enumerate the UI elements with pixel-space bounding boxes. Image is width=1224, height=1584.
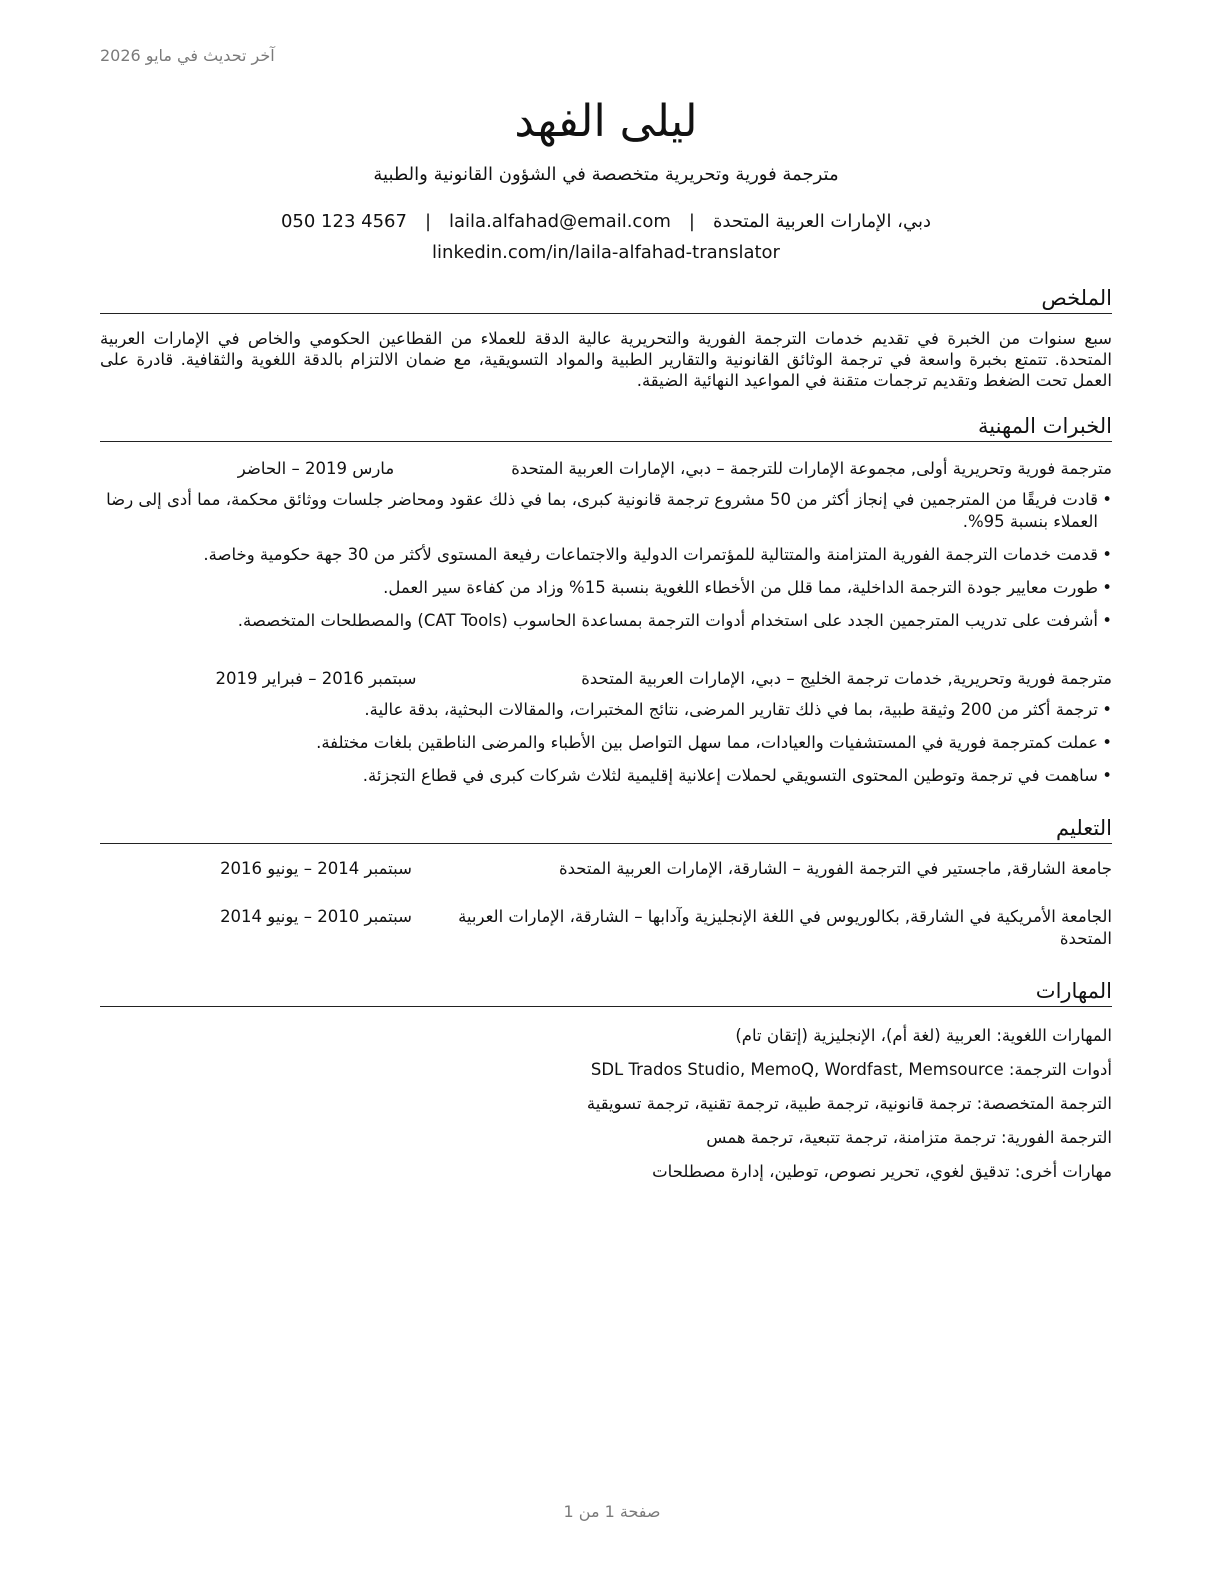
skill-line: أدوات الترجمة: SDL Trados Studio, MemoQ, Wordfast, Memsource <box>590 1060 1112 1079</box>
skill-line: الترجمة الفورية: ترجمة متزامنة، ترجمة تتبعية، ترجمة همس <box>706 1128 1112 1147</box>
job-bullet: • طورت معايير جودة الترجمة الداخلية، مما قلل من الأخطاء اللغوية بنسبة 15% وزاد من كفاءة سير العمل. <box>100 572 1112 605</box>
education-entry <box>100 858 1112 880</box>
contact-phone: 050 123 4567 <box>280 211 407 232</box>
education-list <box>100 858 1112 950</box>
job-bullet: • قدمت خدمات الترجمة الفورية المتزامنة والمتتالية للمؤتمرات الدولية والاجتماعات رفيعة المستوى لأكثر من 30 جهة حكومية وخاصة. <box>100 539 1112 572</box>
job-bullet: • قادت فريقًا من المترجمين في إنجاز أكثر من 50 مشروع ترجمة قانونية كبرى، بما في ذلك عقود ومحاضر جلسات ووثائق محكمة، مما أدى إلى رضا العملاء بنسبة 95%. <box>100 484 1112 539</box>
job-bullets <box>100 694 1112 793</box>
resume-header <box>100 0 1112 263</box>
experience-heading: الخبرات المهنية <box>100 411 1112 442</box>
skill-line: مهارات أخرى: تدقيق لغوي، تحرير نصوص، توطين، إدارة مصطلحات <box>652 1162 1112 1181</box>
summary-heading: الملخص <box>100 283 1112 314</box>
skill-line: المهارات اللغوية: العربية (لغة أم)، الإنجليزية (إتقان تام) <box>735 1026 1112 1045</box>
education-degree: الجامعة الأمريكية في الشارقة, بكالوريوس في اللغة الإنجليزية وآدابها – الشارقة، الإمارات العربية المتحدة <box>458 907 1112 948</box>
last-updated: آخر تحديث في مايو 2026 <box>100 46 275 65</box>
job-role: مترجمة فورية وتحريرية أولى, مجموعة الإمارات للترجمة – دبي، الإمارات العربية المتحدة <box>511 459 1112 478</box>
job-bullet: • ترجمة أكثر من 200 وثيقة طبية، بما في ذلك تقارير المرضى، نتائج المختبرات، والمقالات البحثية، بدقة عالية. <box>100 694 1112 727</box>
contact-location: دبي، الإمارات العربية المتحدة <box>712 211 932 232</box>
summary-text: سبع سنوات من الخبرة في تقديم خدمات الترجمة الفورية والتحريرية عالية الدقة للعملاء من القطاعين الحكومي والخاص في الإمارات العربية المتحدة. تتمتع بخبرة واسعة في ترجمة الوثائق القانونية والتقارير الطبية والمواد التسويقية، مع ضمان الالتزام بالدقة اللغوية والثقافية. قادرة على العمل تحت الضغط وتقديم ترجمات متقنة في المواعيد النهائية الضيقة. <box>100 329 1112 390</box>
job-entry <box>100 458 1112 638</box>
resume-page <box>100 0 1112 1195</box>
education-dates: سبتمبر 2014 – يونيو 2016 <box>220 859 412 878</box>
job-bullets <box>100 484 1112 638</box>
education-entry <box>100 906 1112 950</box>
contact-email[interactable]: laila.alfahad@email.com <box>449 211 671 232</box>
job-dates: مارس 2019 – الحاضر <box>237 459 395 478</box>
page-number: صفحة 1 من 1 <box>563 1502 661 1521</box>
job-bullet: • ساهمت في ترجمة وتوطين المحتوى التسويقي لحملات إعلانية إقليمية لثلاث شركات كبرى في قطاع التجزئة. <box>100 760 1112 793</box>
job-bullet: • عملت كمترجمة فورية في المستشفيات والعيادات، مما سهل التواصل بين الأطباء والمرضى الناطقين بلغات مختلفة. <box>100 727 1112 760</box>
education-dates: سبتمبر 2010 – يونيو 2014 <box>220 907 412 926</box>
job-dates: سبتمبر 2016 – فبراير 2019 <box>215 669 417 688</box>
contact-separator: | <box>424 211 432 232</box>
education-heading: التعليم <box>100 813 1112 844</box>
contact-line <box>100 211 1112 232</box>
candidate-name: ليلى الفهد <box>514 96 698 147</box>
education-degree: جامعة الشارقة, ماجستير في الترجمة الفورية – الشارقة، الإمارات العربية المتحدة <box>558 859 1112 878</box>
skills-heading: المهارات <box>100 976 1112 1007</box>
candidate-title: مترجمة فورية وتحريرية متخصصة في الشؤون القانونية والطبية <box>373 164 839 185</box>
contact-linkedin[interactable]: linkedin.com/in/laila-alfahad-translator <box>432 242 780 263</box>
job-role: مترجمة فورية وتحريرية, خدمات ترجمة الخليج – دبي، الإمارات العربية المتحدة <box>581 669 1112 688</box>
skills-list <box>100 1025 1112 1183</box>
contact-separator: | <box>688 211 695 232</box>
skill-line: الترجمة المتخصصة: ترجمة قانونية، ترجمة طبية، ترجمة تقنية، ترجمة تسويقية <box>586 1094 1112 1113</box>
job-entry <box>100 668 1112 793</box>
job-bullet: • أشرفت على تدريب المترجمين الجدد على استخدام أدوات الترجمة بمساعدة الحاسوب (CAT Tools) والمصطلحات المتخصصة. <box>100 605 1112 638</box>
